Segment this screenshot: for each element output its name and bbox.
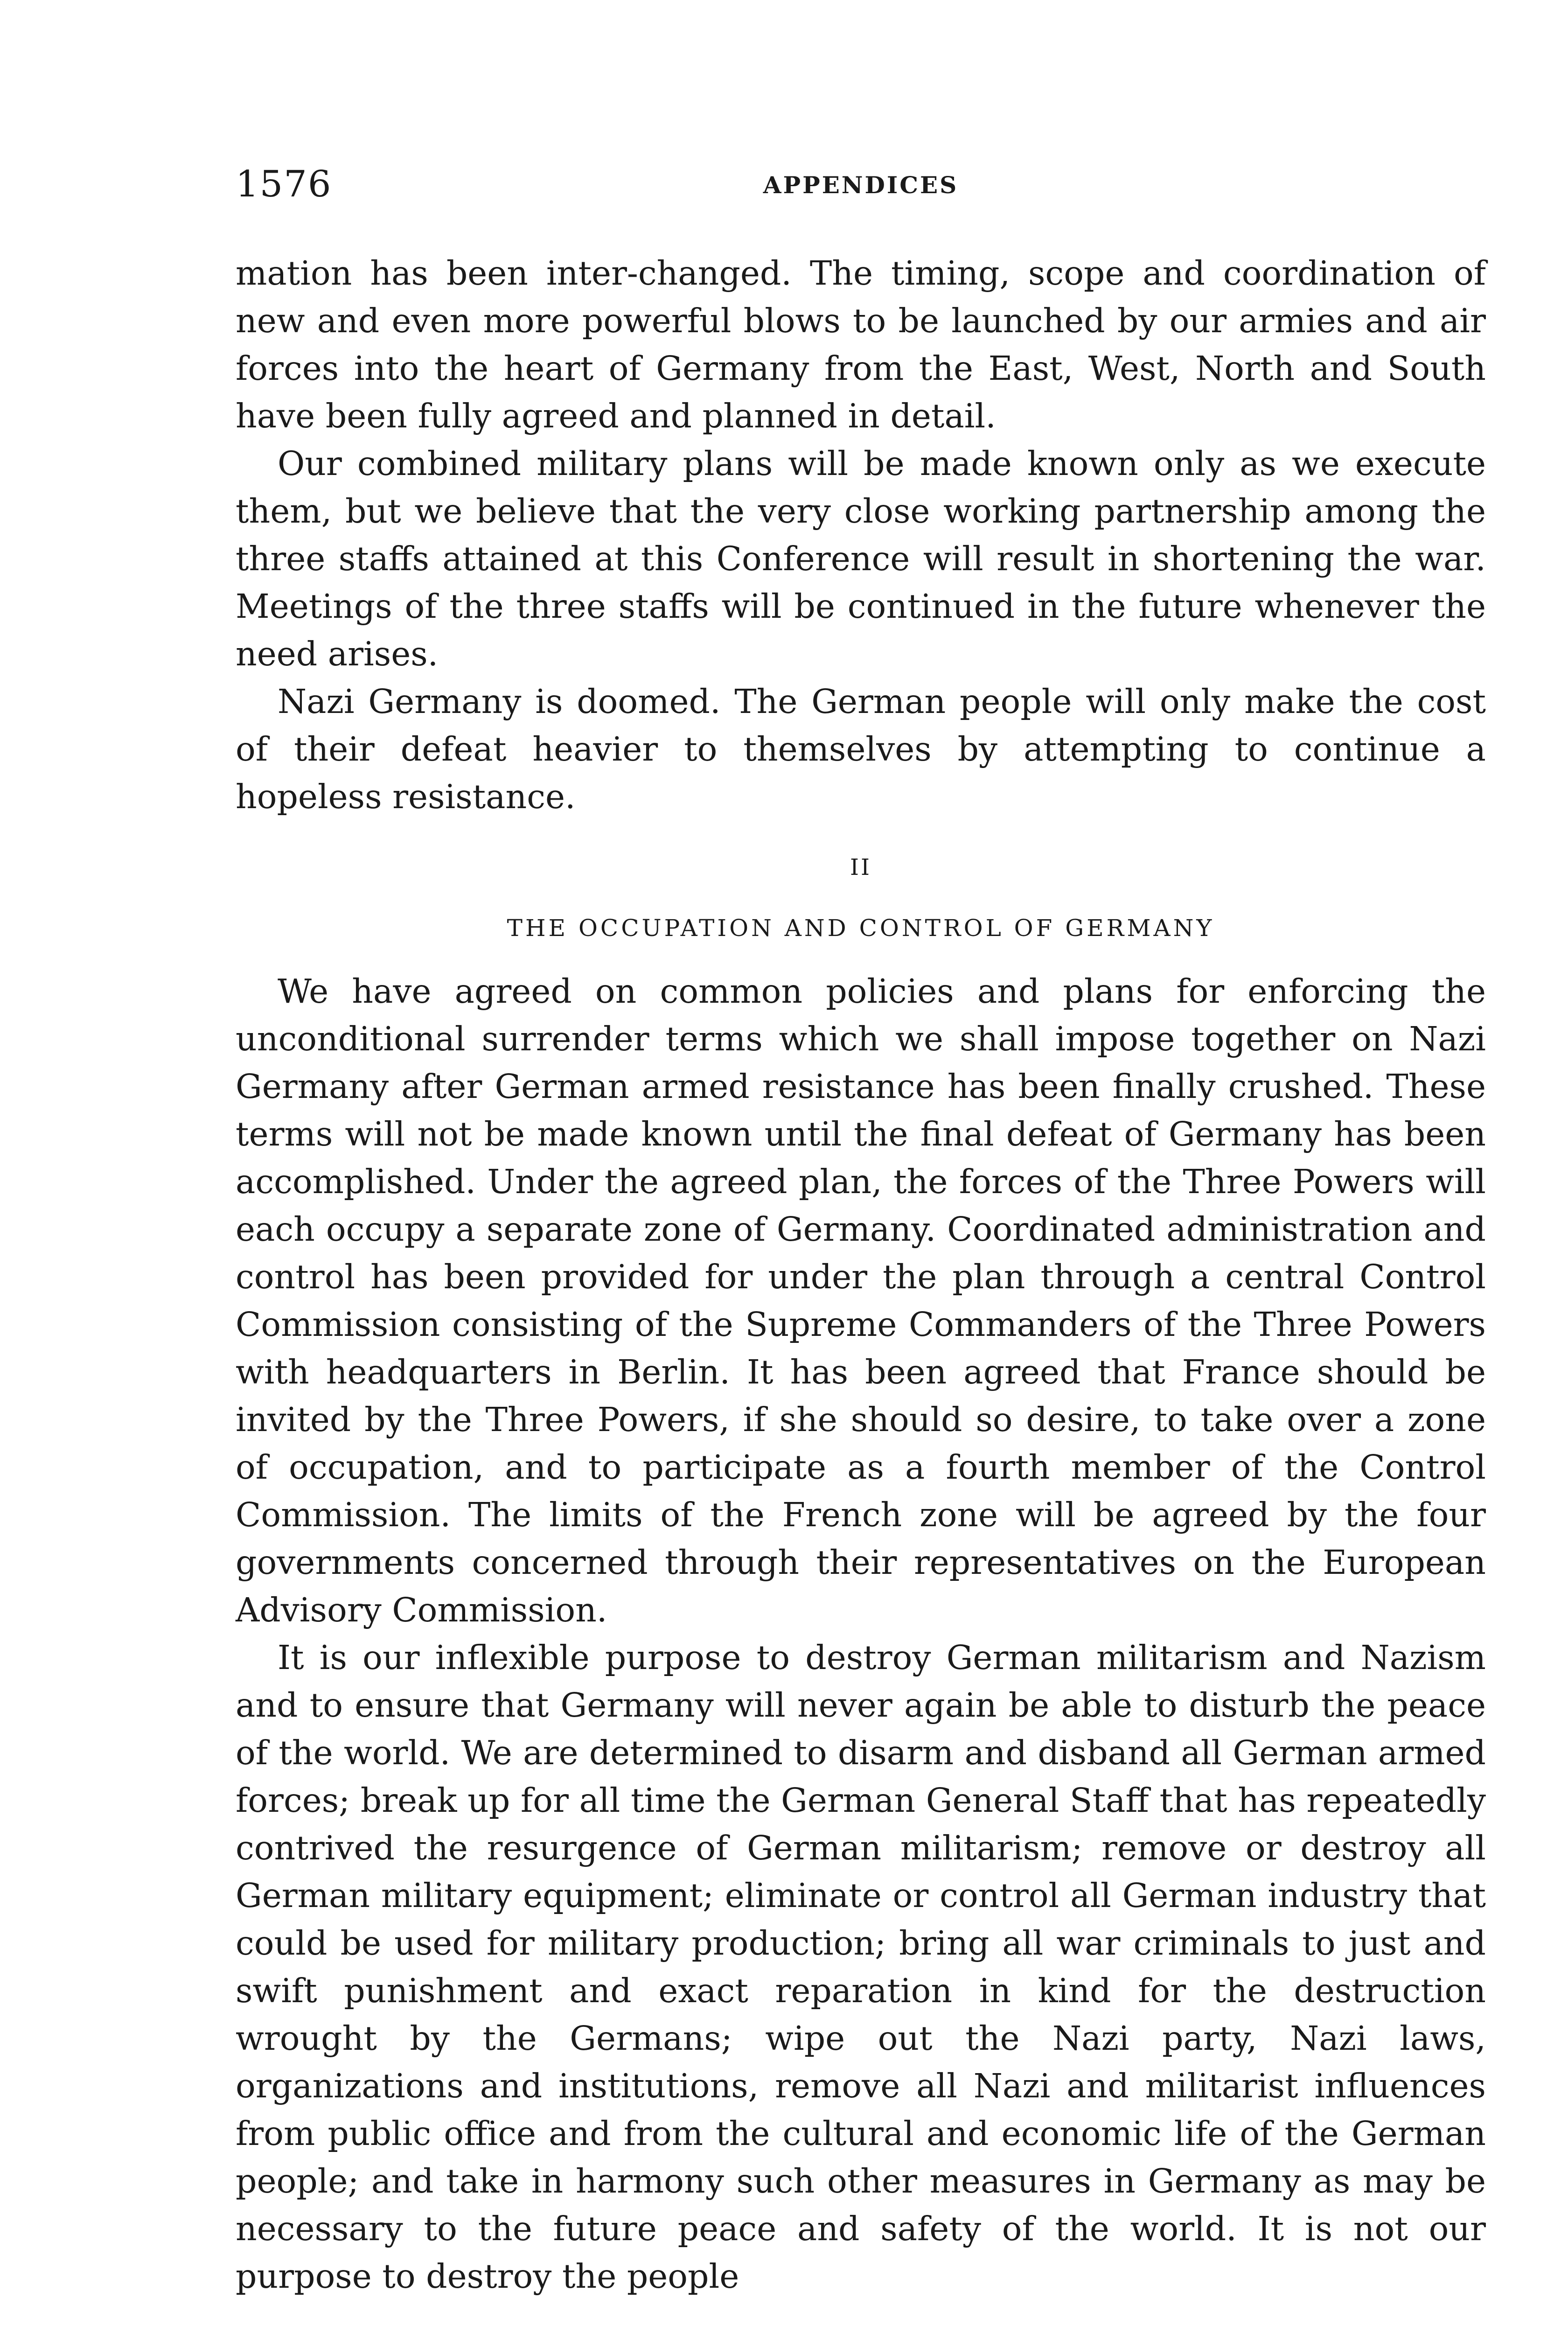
paragraph: Our combined military plans will be made known only as we execute them, but we believe that the very close working partnership among the three staffs attained at this Conference will result in shortening the war. Meetings of the three staffs will be continued in the future whenever the need arises. xyxy=(236,444,1486,673)
page-number: 1576 xyxy=(236,163,332,205)
running-header xyxy=(236,161,1486,212)
section-number: II xyxy=(850,854,871,880)
paragraph: It is our inflexible purpose to destroy German militarism and Nazism and to ensure that Germany will never again be able to disturb the peace of the world. We are determined to disarm and disband all German armed forces; break up for all time the German General Staff that has repeatedly contrived the resurgence of German militarism; remove or destroy all German military equipment; eliminate or control all German industry that could be used for military production; bring all war criminals to just and swift punishment and exact reparation in kind for the destruction wrought by the Germans; wipe out the Nazi party, Nazi laws, organizations and institutions, remove all Nazi and militarist influences from public office and from the cultural and economic life of the German people; and take in harmony such other measures in Germany as may be necessary to the future peace and safety of the world. It is not our purpose to destroy the people xyxy=(236,1638,1486,2296)
paragraph-continuation: mation has been inter-changed. The timing, scope and coordination of new and even more powerful blows to be launched by our armies and air forces into the heart of Germany from the East, West, North and South have been fully agreed and planned in detail. xyxy=(236,254,1486,435)
section-heading: THE OCCUPATION AND CONTROL OF GERMANY xyxy=(507,915,1215,942)
body-text xyxy=(236,250,1486,2300)
paragraph: We have agreed on common policies and plans for enforcing the unconditional surrender terms which we shall impose together on Nazi Germany after German armed resistance has been finally crushed. These terms will not be made known until the final defeat of Germany has been accomplished. Under the agreed plan, the forces of the Three Powers will each occupy a separate zone of Germany. Coordinated administration and control has been provided for under the plan through a central Control Commission consisting of the Supreme Commanders of the Three Powers with headquarters in Berlin. It has been agreed that France should be invited by the Three Powers, if she should so desire, to take over a zone of occupation, and to participate as a fourth member of the Control Commission. The limits of the French zone will be agreed by the four governments concerned through their representatives on the European Advisory Commission. xyxy=(236,972,1486,1629)
running-title: APPENDICES xyxy=(763,171,959,199)
paragraph: Nazi Germany is doomed. The German people will only make the cost of their defeat heavier to themselves by attempting to continue a hopeless resistance. xyxy=(236,682,1486,816)
